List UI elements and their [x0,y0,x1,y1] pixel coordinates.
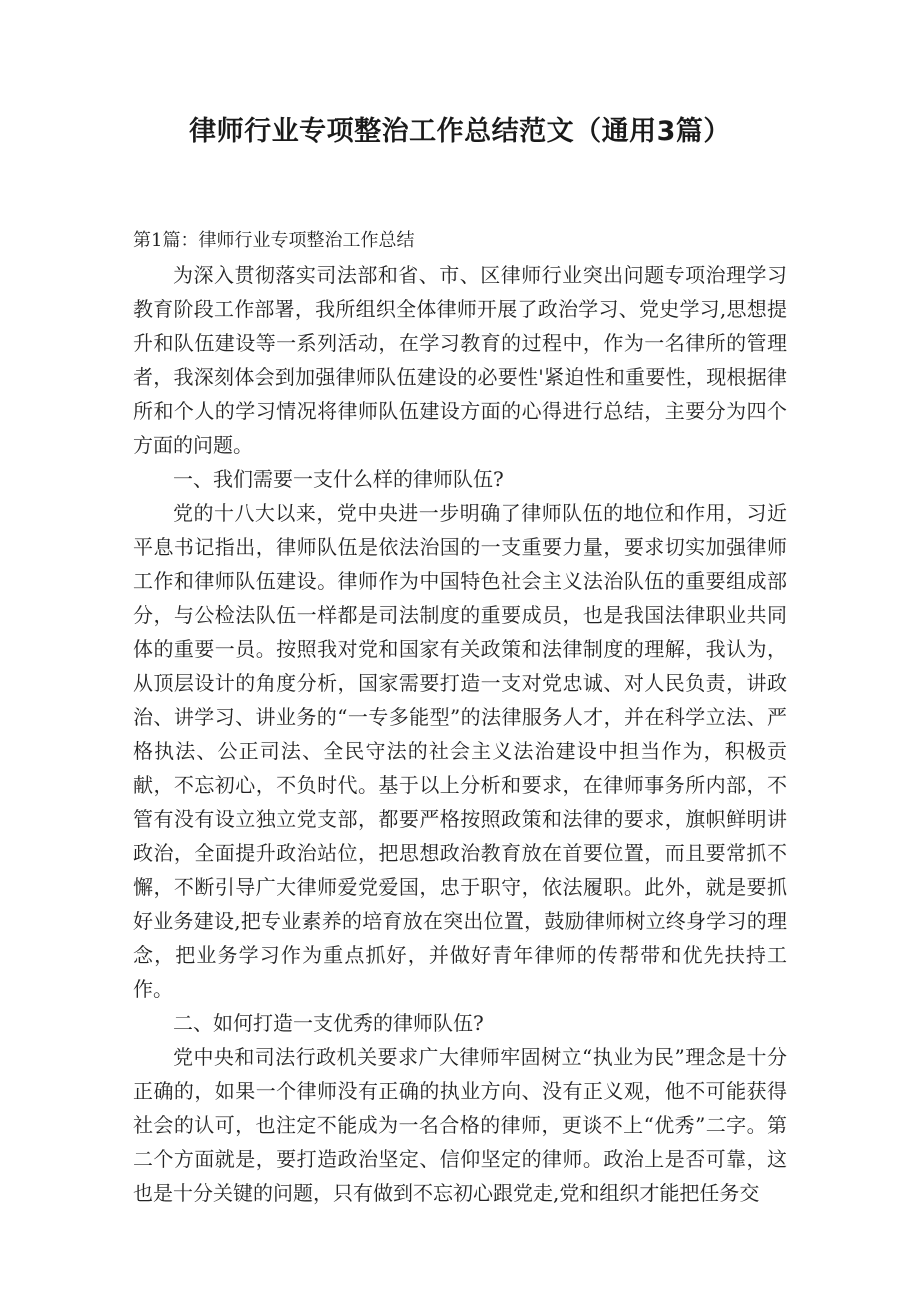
paragraph-one: 党的十八大以来，党中央进一步明确了律师队伍的地位和作用，习近平息书记指出，律师队伍是依法治国的一支重要力量，要求切实加强律师工作和律师队伍建设。律师作为中国特色社会主义法治队伍的重要组成部分，与公检法队伍一样都是司法制度的重要成员，也是我国法律职业共同体的重要一员。按照我对党和国家有关政策和法律制度的理解，我认为，从顶层设计的角度分析，国家需要打造一支对党忠诚、对人民负责，讲政治、讲学习、讲业务的“一专多能型”的法律服务人才，并在科学立法、严格执法、公正司法、全民守法的社会主义法治建设中担当作为，积极贡献，不忘初心，不负时代。基于以上分析和要求，在律师事务所内部，不管有没有设立独立党支部，都要严格按照政策和法律的要求，旗帜鲜明讲政治，全面提升政治站位，把思想政治教育放在首要位置，而且要常抓不懈，不断引导广大律师爱党爱国，忠于职守，依法履职。此外，就是要抓好业务建设,把专业素养的培育放在突出位置，鼓励律师树立终身学习的理念，把业务学习作为重点抓好，并做好青年律师的传帮带和优先扶持工作。 [133,501,787,1001]
subheading-one: 一、我们需要一支什么样的律师队伍? [173,467,504,491]
subheading-two: 二、如何打造一支优秀的律师队伍? [173,1011,484,1035]
paragraph-two: 党中央和司法行政机关要求广大律师牢固树立“执业为民”理念是十分正确的，如果一个律师没有正确的执业方向、没有正义观，他不可能获得社会的认可，也注定不能成为一名合格的律师，更谈不上“优秀”二字。第二个方面就是，要打造政治坚定、信仰坚定的律师。政治上是否可靠，这也是十分关键的问题，只有做到不忘初心跟党走,党和组织才能把任务交 [133,1045,787,1205]
paragraph-intro: 为深入贯彻落实司法部和省、市、区律师行业突出问题专项治理学习教育阶段工作部署，我所组织全体律师开展了政治学习、党史学习,思想提升和队伍建设等一系列活动，在学习教育的过程中，作为一名律所的管理者，我深刻体会到加强律师队伍建设的必要性'紧迫性和重要性，现根据律所和个人的学习情况将律师队伍建设方面的心得进行总结，主要分为四个方面的问题。 [133,263,787,457]
section-heading: 第1篇：律师行业专项整治工作总结 [133,230,415,251]
document-body [133,258,787,1210]
document-title: 律师行业专项整治工作总结范文（通用3篇） [189,116,731,147]
